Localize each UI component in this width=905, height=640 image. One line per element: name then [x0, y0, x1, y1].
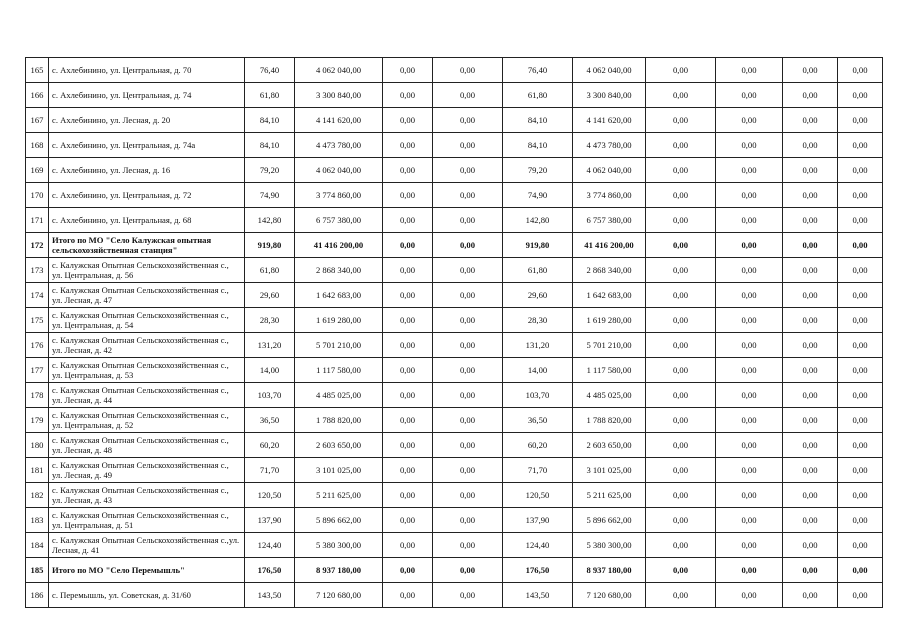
area-cell: 74,90 — [503, 183, 573, 208]
cost-cell: 7 120 680,00 — [295, 583, 383, 608]
value-cell: 0,00 — [716, 183, 783, 208]
cost-cell: 6 757 380,00 — [573, 208, 646, 233]
value-cell: 0,00 — [716, 258, 783, 283]
area-cell: 61,80 — [503, 83, 573, 108]
table-body — [26, 58, 883, 608]
value-cell: 0,00 — [433, 408, 503, 433]
value-cell: 0,00 — [716, 508, 783, 533]
cost-cell: 4 141 620,00 — [295, 108, 383, 133]
area-cell: 14,00 — [245, 358, 295, 383]
area-cell: 61,80 — [245, 83, 295, 108]
area-cell: 919,80 — [503, 233, 573, 258]
area-cell: 84,10 — [245, 108, 295, 133]
value-cell: 0,00 — [433, 308, 503, 333]
address-cell: Итого по МО "Село Перемышль" — [49, 558, 245, 583]
value-cell: 0,00 — [433, 383, 503, 408]
area-cell: 142,80 — [503, 208, 573, 233]
address-cell: с. Калужская Опытная Сельскохозяйственная с., ул. Лесная, д. 42 — [49, 333, 245, 358]
value-cell: 0,00 — [783, 83, 838, 108]
table-row — [26, 358, 883, 383]
value-cell: 0,00 — [838, 583, 883, 608]
value-cell: 0,00 — [646, 483, 716, 508]
cost-cell: 8 937 180,00 — [573, 558, 646, 583]
address-cell: с. Ахлебинино, ул. Центральная, д. 70 — [49, 58, 245, 83]
value-cell: 0,00 — [646, 283, 716, 308]
cost-cell: 4 473 780,00 — [573, 133, 646, 158]
value-cell: 0,00 — [433, 83, 503, 108]
cost-cell: 5 380 300,00 — [295, 533, 383, 558]
value-cell: 0,00 — [783, 458, 838, 483]
area-cell: 84,10 — [245, 133, 295, 158]
table-row — [26, 208, 883, 233]
area-cell: 74,90 — [245, 183, 295, 208]
value-cell: 0,00 — [646, 208, 716, 233]
value-cell: 0,00 — [716, 558, 783, 583]
value-cell: 0,00 — [433, 333, 503, 358]
table-row — [26, 583, 883, 608]
value-cell: 0,00 — [646, 233, 716, 258]
value-cell: 0,00 — [383, 108, 433, 133]
value-cell: 0,00 — [433, 58, 503, 83]
table-row — [26, 83, 883, 108]
cost-cell: 2 603 650,00 — [295, 433, 383, 458]
value-cell: 0,00 — [783, 533, 838, 558]
area-cell: 919,80 — [245, 233, 295, 258]
value-cell: 0,00 — [716, 533, 783, 558]
value-cell: 0,00 — [433, 508, 503, 533]
cost-cell: 2 868 340,00 — [573, 258, 646, 283]
value-cell: 0,00 — [646, 258, 716, 283]
value-cell: 0,00 — [433, 483, 503, 508]
row-number: 185 — [26, 558, 49, 583]
area-cell: 71,70 — [245, 458, 295, 483]
cost-cell: 4 473 780,00 — [295, 133, 383, 158]
table-row — [26, 333, 883, 358]
value-cell: 0,00 — [838, 233, 883, 258]
value-cell: 0,00 — [383, 158, 433, 183]
area-cell: 103,70 — [503, 383, 573, 408]
table-row — [26, 258, 883, 283]
cost-cell: 3 774 860,00 — [573, 183, 646, 208]
value-cell: 0,00 — [383, 308, 433, 333]
area-cell: 143,50 — [503, 583, 573, 608]
value-cell: 0,00 — [646, 358, 716, 383]
value-cell: 0,00 — [716, 583, 783, 608]
value-cell: 0,00 — [433, 183, 503, 208]
value-cell: 0,00 — [783, 483, 838, 508]
address-cell: с. Ахлебинино, ул. Лесная, д. 16 — [49, 158, 245, 183]
cost-cell: 5 380 300,00 — [573, 533, 646, 558]
row-number: 178 — [26, 383, 49, 408]
row-number: 180 — [26, 433, 49, 458]
value-cell: 0,00 — [838, 58, 883, 83]
area-cell: 61,80 — [503, 258, 573, 283]
value-cell: 0,00 — [646, 108, 716, 133]
cost-cell: 1 619 280,00 — [573, 308, 646, 333]
value-cell: 0,00 — [433, 133, 503, 158]
cost-cell: 6 757 380,00 — [295, 208, 383, 233]
area-cell: 76,40 — [503, 58, 573, 83]
address-cell: с. Ахлебинино, ул. Центральная, д. 74 — [49, 83, 245, 108]
value-cell: 0,00 — [838, 483, 883, 508]
value-cell: 0,00 — [783, 283, 838, 308]
value-cell: 0,00 — [716, 158, 783, 183]
cost-cell: 41 416 200,00 — [573, 233, 646, 258]
value-cell: 0,00 — [433, 458, 503, 483]
value-cell: 0,00 — [716, 358, 783, 383]
row-number: 168 — [26, 133, 49, 158]
cost-cell: 2 603 650,00 — [573, 433, 646, 458]
table-row — [26, 133, 883, 158]
value-cell: 0,00 — [783, 333, 838, 358]
cost-cell: 1 788 820,00 — [295, 408, 383, 433]
area-cell: 60,20 — [503, 433, 573, 458]
value-cell: 0,00 — [383, 508, 433, 533]
value-cell: 0,00 — [716, 233, 783, 258]
area-cell: 84,10 — [503, 108, 573, 133]
value-cell: 0,00 — [838, 383, 883, 408]
value-cell: 0,00 — [783, 158, 838, 183]
area-cell: 29,60 — [503, 283, 573, 308]
value-cell: 0,00 — [433, 108, 503, 133]
row-number: 171 — [26, 208, 49, 233]
cost-cell: 41 416 200,00 — [295, 233, 383, 258]
value-cell: 0,00 — [433, 533, 503, 558]
area-cell: 79,20 — [503, 158, 573, 183]
row-number: 174 — [26, 283, 49, 308]
value-cell: 0,00 — [783, 183, 838, 208]
value-cell: 0,00 — [838, 133, 883, 158]
address-cell: с. Калужская Опытная Сельскохозяйственная с.,ул. Лесная, д. 41 — [49, 533, 245, 558]
cost-cell: 7 120 680,00 — [573, 583, 646, 608]
address-cell: с. Калужская Опытная Сельскохозяйственная с., ул. Лесная, д. 44 — [49, 383, 245, 408]
area-cell: 28,30 — [245, 308, 295, 333]
value-cell: 0,00 — [646, 58, 716, 83]
value-cell: 0,00 — [383, 533, 433, 558]
value-cell: 0,00 — [838, 558, 883, 583]
value-cell: 0,00 — [646, 508, 716, 533]
table-row — [26, 158, 883, 183]
value-cell: 0,00 — [383, 583, 433, 608]
address-cell: с. Калужская Опытная Сельскохозяйственная с., ул. Лесная, д. 48 — [49, 433, 245, 458]
value-cell: 0,00 — [838, 433, 883, 458]
value-cell: 0,00 — [383, 358, 433, 383]
table-row — [26, 283, 883, 308]
value-cell: 0,00 — [716, 433, 783, 458]
table-row — [26, 458, 883, 483]
value-cell: 0,00 — [838, 408, 883, 433]
cost-cell: 3 101 025,00 — [295, 458, 383, 483]
value-cell: 0,00 — [783, 383, 838, 408]
row-number: 165 — [26, 58, 49, 83]
value-cell: 0,00 — [646, 533, 716, 558]
value-cell: 0,00 — [783, 433, 838, 458]
row-number: 172 — [26, 233, 49, 258]
cost-cell: 5 701 210,00 — [295, 333, 383, 358]
value-cell: 0,00 — [716, 133, 783, 158]
value-cell: 0,00 — [383, 458, 433, 483]
address-cell: с. Калужская Опытная Сельскохозяйственная с., ул. Центральная, д. 54 — [49, 308, 245, 333]
value-cell: 0,00 — [716, 383, 783, 408]
value-cell: 0,00 — [646, 333, 716, 358]
value-cell: 0,00 — [383, 558, 433, 583]
value-cell: 0,00 — [783, 233, 838, 258]
address-cell: с. Ахлебинино, ул. Лесная, д. 20 — [49, 108, 245, 133]
cost-cell: 1 117 580,00 — [573, 358, 646, 383]
value-cell: 0,00 — [433, 208, 503, 233]
table-row — [26, 58, 883, 83]
value-cell: 0,00 — [383, 333, 433, 358]
value-cell: 0,00 — [646, 133, 716, 158]
table-row — [26, 308, 883, 333]
area-cell: 76,40 — [245, 58, 295, 83]
table-row — [26, 433, 883, 458]
area-cell: 131,20 — [245, 333, 295, 358]
area-cell: 124,40 — [245, 533, 295, 558]
value-cell: 0,00 — [716, 308, 783, 333]
area-cell: 29,60 — [245, 283, 295, 308]
row-number: 173 — [26, 258, 49, 283]
cost-cell: 3 300 840,00 — [573, 83, 646, 108]
value-cell: 0,00 — [383, 283, 433, 308]
value-cell: 0,00 — [433, 433, 503, 458]
address-cell: Итого по МО "Село Калужская опытная сельскохозяйственная станция" — [49, 233, 245, 258]
value-cell: 0,00 — [383, 483, 433, 508]
value-cell: 0,00 — [716, 283, 783, 308]
value-cell: 0,00 — [433, 233, 503, 258]
address-cell: с. Ахлебинино, ул. Центральная, д. 68 — [49, 208, 245, 233]
value-cell: 0,00 — [838, 158, 883, 183]
value-cell: 0,00 — [383, 58, 433, 83]
table-row — [26, 508, 883, 533]
value-cell: 0,00 — [838, 308, 883, 333]
table-row — [26, 408, 883, 433]
value-cell: 0,00 — [838, 333, 883, 358]
housing-program-table — [25, 57, 883, 608]
value-cell: 0,00 — [783, 58, 838, 83]
area-cell: 14,00 — [503, 358, 573, 383]
area-cell: 84,10 — [503, 133, 573, 158]
value-cell: 0,00 — [838, 508, 883, 533]
value-cell: 0,00 — [783, 558, 838, 583]
value-cell: 0,00 — [716, 83, 783, 108]
row-number: 181 — [26, 458, 49, 483]
area-cell: 124,40 — [503, 533, 573, 558]
value-cell: 0,00 — [383, 383, 433, 408]
value-cell: 0,00 — [433, 558, 503, 583]
area-cell: 60,20 — [245, 433, 295, 458]
row-number: 167 — [26, 108, 49, 133]
value-cell: 0,00 — [646, 558, 716, 583]
value-cell: 0,00 — [716, 333, 783, 358]
value-cell: 0,00 — [838, 358, 883, 383]
area-cell: 176,50 — [245, 558, 295, 583]
value-cell: 0,00 — [433, 358, 503, 383]
cost-cell: 5 701 210,00 — [573, 333, 646, 358]
area-cell: 28,30 — [503, 308, 573, 333]
value-cell: 0,00 — [838, 208, 883, 233]
address-cell: с. Калужская Опытная Сельскохозяйственная с., ул. Лесная, д. 47 — [49, 283, 245, 308]
cost-cell: 2 868 340,00 — [295, 258, 383, 283]
value-cell: 0,00 — [838, 258, 883, 283]
area-cell: 71,70 — [503, 458, 573, 483]
cost-cell: 4 062 040,00 — [295, 158, 383, 183]
value-cell: 0,00 — [383, 208, 433, 233]
row-number: 182 — [26, 483, 49, 508]
total-row — [26, 558, 883, 583]
area-cell: 79,20 — [245, 158, 295, 183]
row-number: 186 — [26, 583, 49, 608]
cost-cell: 5 211 625,00 — [295, 483, 383, 508]
value-cell: 0,00 — [383, 408, 433, 433]
area-cell: 137,90 — [503, 508, 573, 533]
value-cell: 0,00 — [383, 83, 433, 108]
row-number: 175 — [26, 308, 49, 333]
total-row — [26, 233, 883, 258]
address-cell: с. Калужская Опытная Сельскохозяйственная с., ул. Центральная, д. 51 — [49, 508, 245, 533]
area-cell: 142,80 — [245, 208, 295, 233]
address-cell: с. Перемышль, ул. Советская, д. 31/60 — [49, 583, 245, 608]
area-cell: 120,50 — [245, 483, 295, 508]
value-cell: 0,00 — [646, 158, 716, 183]
value-cell: 0,00 — [716, 58, 783, 83]
value-cell: 0,00 — [383, 133, 433, 158]
cost-cell: 1 788 820,00 — [573, 408, 646, 433]
address-cell: с. Калужская Опытная Сельскохозяйственная с., ул. Центральная, д. 56 — [49, 258, 245, 283]
value-cell: 0,00 — [783, 108, 838, 133]
value-cell: 0,00 — [716, 483, 783, 508]
value-cell: 0,00 — [433, 258, 503, 283]
cost-cell: 8 937 180,00 — [295, 558, 383, 583]
value-cell: 0,00 — [383, 233, 433, 258]
value-cell: 0,00 — [838, 533, 883, 558]
value-cell: 0,00 — [433, 283, 503, 308]
value-cell: 0,00 — [838, 83, 883, 108]
row-number: 183 — [26, 508, 49, 533]
value-cell: 0,00 — [646, 183, 716, 208]
value-cell: 0,00 — [838, 283, 883, 308]
value-cell: 0,00 — [646, 383, 716, 408]
value-cell: 0,00 — [716, 408, 783, 433]
value-cell: 0,00 — [838, 458, 883, 483]
value-cell: 0,00 — [646, 83, 716, 108]
value-cell: 0,00 — [783, 583, 838, 608]
value-cell: 0,00 — [646, 583, 716, 608]
table-row — [26, 383, 883, 408]
value-cell: 0,00 — [646, 308, 716, 333]
cost-cell: 4 141 620,00 — [573, 108, 646, 133]
row-number: 170 — [26, 183, 49, 208]
value-cell: 0,00 — [783, 208, 838, 233]
address-cell: с. Калужская Опытная Сельскохозяйственная с., ул. Центральная, д. 53 — [49, 358, 245, 383]
value-cell: 0,00 — [716, 458, 783, 483]
value-cell: 0,00 — [433, 158, 503, 183]
cost-cell: 4 485 025,00 — [573, 383, 646, 408]
area-cell: 137,90 — [245, 508, 295, 533]
cost-cell: 4 062 040,00 — [573, 58, 646, 83]
value-cell: 0,00 — [646, 408, 716, 433]
row-number: 179 — [26, 408, 49, 433]
area-cell: 61,80 — [245, 258, 295, 283]
address-cell: с. Калужская Опытная Сельскохозяйственная с., ул. Лесная, д. 49 — [49, 458, 245, 483]
cost-cell: 4 062 040,00 — [295, 58, 383, 83]
row-number: 169 — [26, 158, 49, 183]
value-cell: 0,00 — [716, 108, 783, 133]
value-cell: 0,00 — [383, 183, 433, 208]
row-number: 166 — [26, 83, 49, 108]
address-cell: с. Калужская Опытная Сельскохозяйственная с., ул. Центральная, д. 52 — [49, 408, 245, 433]
table-row — [26, 533, 883, 558]
value-cell: 0,00 — [383, 433, 433, 458]
value-cell: 0,00 — [783, 508, 838, 533]
cost-cell: 1 642 683,00 — [573, 283, 646, 308]
area-cell: 36,50 — [245, 408, 295, 433]
value-cell: 0,00 — [433, 583, 503, 608]
value-cell: 0,00 — [783, 358, 838, 383]
cost-cell: 3 300 840,00 — [295, 83, 383, 108]
cost-cell: 1 619 280,00 — [295, 308, 383, 333]
value-cell: 0,00 — [646, 433, 716, 458]
cost-cell: 5 211 625,00 — [573, 483, 646, 508]
cost-cell: 3 774 860,00 — [295, 183, 383, 208]
address-cell: с. Ахлебинино, ул. Центральная, д. 74а — [49, 133, 245, 158]
cost-cell: 1 642 683,00 — [295, 283, 383, 308]
cost-cell: 5 896 662,00 — [573, 508, 646, 533]
value-cell: 0,00 — [838, 108, 883, 133]
address-cell: с. Калужская Опытная Сельскохозяйственная с., ул. Лесная, д. 43 — [49, 483, 245, 508]
address-cell: с. Ахлебинино, ул. Центральная, д. 72 — [49, 183, 245, 208]
area-cell: 143,50 — [245, 583, 295, 608]
row-number: 176 — [26, 333, 49, 358]
area-cell: 131,20 — [503, 333, 573, 358]
area-cell: 103,70 — [245, 383, 295, 408]
cost-cell: 1 117 580,00 — [295, 358, 383, 383]
cost-cell: 4 062 040,00 — [573, 158, 646, 183]
cost-cell: 5 896 662,00 — [295, 508, 383, 533]
value-cell: 0,00 — [783, 133, 838, 158]
value-cell: 0,00 — [383, 258, 433, 283]
cost-cell: 4 485 025,00 — [295, 383, 383, 408]
value-cell: 0,00 — [646, 458, 716, 483]
value-cell: 0,00 — [838, 183, 883, 208]
area-cell: 176,50 — [503, 558, 573, 583]
value-cell: 0,00 — [716, 208, 783, 233]
area-cell: 120,50 — [503, 483, 573, 508]
table-row — [26, 108, 883, 133]
value-cell: 0,00 — [783, 308, 838, 333]
table-row — [26, 183, 883, 208]
row-number: 177 — [26, 358, 49, 383]
row-number: 184 — [26, 533, 49, 558]
value-cell: 0,00 — [783, 258, 838, 283]
cost-cell: 3 101 025,00 — [573, 458, 646, 483]
area-cell: 36,50 — [503, 408, 573, 433]
table-row — [26, 483, 883, 508]
value-cell: 0,00 — [783, 408, 838, 433]
